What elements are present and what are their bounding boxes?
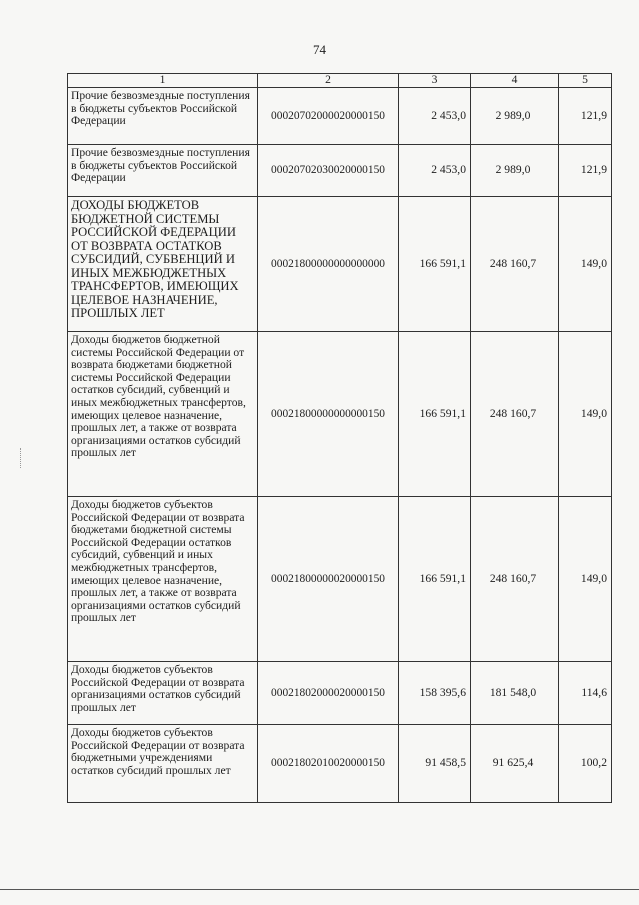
- budget-code-cell: 00021800000020000150: [258, 497, 399, 662]
- budget-code-cell: 00020702030020000150: [258, 145, 399, 197]
- table-row: [68, 332, 612, 497]
- budget-revenue-table: [67, 73, 612, 803]
- percent-cell: 114,6: [559, 662, 612, 725]
- percent-cell: 149,0: [559, 197, 612, 332]
- table-row: [68, 197, 612, 332]
- value-cell-col3: 91 458,5: [399, 725, 471, 803]
- value-cell-col3: 2 453,0: [399, 145, 471, 197]
- percent-cell: 149,0: [559, 332, 612, 497]
- value-cell-col3: 166 591,1: [399, 197, 471, 332]
- value-cell-col3: 166 591,1: [399, 332, 471, 497]
- table-row: [68, 497, 612, 662]
- value-cell-col4: 248 160,7: [471, 197, 559, 332]
- column-header: 5: [559, 74, 612, 88]
- revenue-name-cell: Доходы бюджетов бюджетной системы Российской Федерации от возврата бюджетами бюджетной системы Российской Федерации остатков субсидий, субвенций и иных межбюджетных трансфертов, имеющих целевое назначение, прошлых лет, а также от возврата организациями остатков субсидий прошлых лет: [68, 332, 258, 497]
- percent-cell: 121,9: [559, 145, 612, 197]
- table-header-row: [68, 74, 612, 88]
- value-cell-col4: 181 548,0: [471, 662, 559, 725]
- scan-bottom-edge: [0, 889, 639, 890]
- column-header: 3: [399, 74, 471, 88]
- revenue-name-cell: Доходы бюджетов субъектов Российской Федерации от возврата организациями остатков субсидий прошлых лет: [68, 662, 258, 725]
- value-cell-col4: 91 625,4: [471, 725, 559, 803]
- revenue-name-cell: Прочие безвозмездные поступления в бюджеты субъектов Российской Федерации: [68, 88, 258, 145]
- column-header: 4: [471, 74, 559, 88]
- table-row: [68, 145, 612, 197]
- percent-cell: 121,9: [559, 88, 612, 145]
- revenue-name-cell: ДОХОДЫ БЮДЖЕТОВ БЮДЖЕТНОЙ СИСТЕМЫ РОССИЙСКОЙ ФЕДЕРАЦИИ ОТ ВОЗВРАТА ОСТАТКОВ СУБСИДИЙ, СУБВЕНЦИЙ И ИНЫХ МЕЖБЮДЖЕТНЫХ ТРАНСФЕРТОВ, ИМЕЮЩИХ ЦЕЛЕВОЕ НАЗНАЧЕНИЕ, ПРОШЛЫХ ЛЕТ: [68, 197, 258, 332]
- table-row: [68, 88, 612, 145]
- budget-code-cell: 00021802000020000150: [258, 662, 399, 725]
- value-cell-col3: 158 395,6: [399, 662, 471, 725]
- revenue-name-cell: Доходы бюджетов субъектов Российской Федерации от возврата бюджетами бюджетной системы Российской Федерации остатков субсидий, субвенций и иных межбюджетных трансфертов, имеющих целевое назначение, прошлых лет, а также от возврата организациями остатков субсидий прошлых лет: [68, 497, 258, 662]
- budget-code-cell: 00021802010020000150: [258, 725, 399, 803]
- scan-margin-mark: [20, 448, 23, 468]
- percent-cell: 149,0: [559, 497, 612, 662]
- budget-code-cell: 00021800000000000150: [258, 332, 399, 497]
- revenue-name-cell: Прочие безвозмездные поступления в бюджеты субъектов Российской Федерации: [68, 145, 258, 197]
- column-header: 2: [258, 74, 399, 88]
- column-header: 1: [68, 74, 258, 88]
- table-row: [68, 725, 612, 803]
- value-cell-col4: 2 989,0: [471, 88, 559, 145]
- page-number: 74: [313, 42, 326, 57]
- value-cell-col3: 2 453,0: [399, 88, 471, 145]
- budget-code-cell: 00021800000000000000: [258, 197, 399, 332]
- value-cell-col4: 2 989,0: [471, 145, 559, 197]
- table-row: [68, 662, 612, 725]
- value-cell-col4: 248 160,7: [471, 332, 559, 497]
- budget-code-cell: 00020702000020000150: [258, 88, 399, 145]
- value-cell-col3: 166 591,1: [399, 497, 471, 662]
- value-cell-col4: 248 160,7: [471, 497, 559, 662]
- revenue-name-cell: Доходы бюджетов субъектов Российской Федерации от возврата бюджетными учреждениями остатков субсидий прошлых лет: [68, 725, 258, 803]
- percent-cell: 100,2: [559, 725, 612, 803]
